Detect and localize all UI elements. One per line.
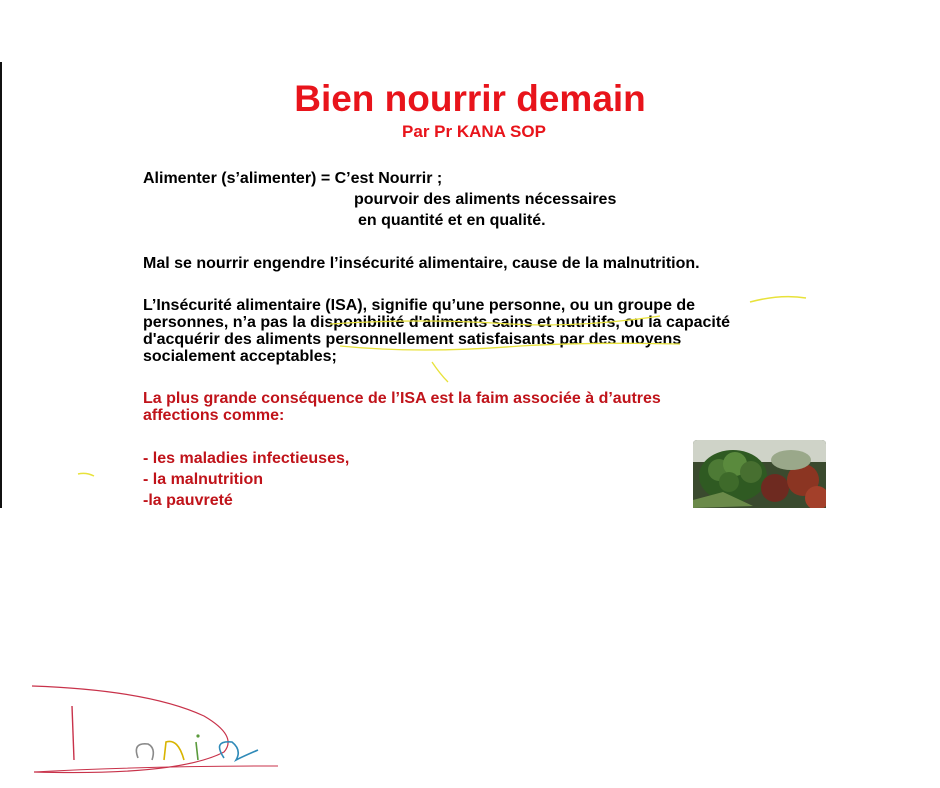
isa-paragraph-line-1: L’Insécurité alimentaire (ISA), signifie qu’une personne, ou un groupe de xyxy=(143,297,696,314)
list-item-infectious: - les maladies infectieuses, xyxy=(143,450,350,467)
malnutrition-statement: Mal se nourrir engendre l’insécurité alimentaire, cause de la malnutrition. xyxy=(143,255,700,272)
vegetables-photo xyxy=(693,440,826,508)
list-item-poverty: -la pauvreté xyxy=(143,492,233,508)
slide-subtitle: Par Pr KANA SOP xyxy=(402,122,546,141)
consequence-line-1: La plus grande conséquence de l’ISA est la faim associée à d’autres xyxy=(143,390,661,407)
isa-paragraph-line-3: d'acquérir des aliments personnellement satisfaisants par des moyens xyxy=(143,331,682,348)
slide xyxy=(0,62,940,508)
isa-paragraph-line-4: socialement acceptables; xyxy=(143,348,337,365)
definition-line-3: en quantité et en qualité. xyxy=(358,212,546,229)
definition-line-1: Alimenter (s’alimenter) = C’est Nourrir ; xyxy=(143,170,443,187)
dania-logo xyxy=(28,680,288,784)
definition-line-2: pourvoir des aliments nécessaires xyxy=(354,191,617,208)
isa-paragraph-line-2: personnes, n’a pas la disponibilité d'aliments sains et nutritifs, ou la capacité xyxy=(143,314,731,331)
slide-title: Bien nourrir demain xyxy=(294,78,646,119)
slide-left-border xyxy=(0,62,2,508)
consequence-line-2: affections comme: xyxy=(143,407,285,424)
list-item-malnutrition: - la malnutrition xyxy=(143,471,263,488)
